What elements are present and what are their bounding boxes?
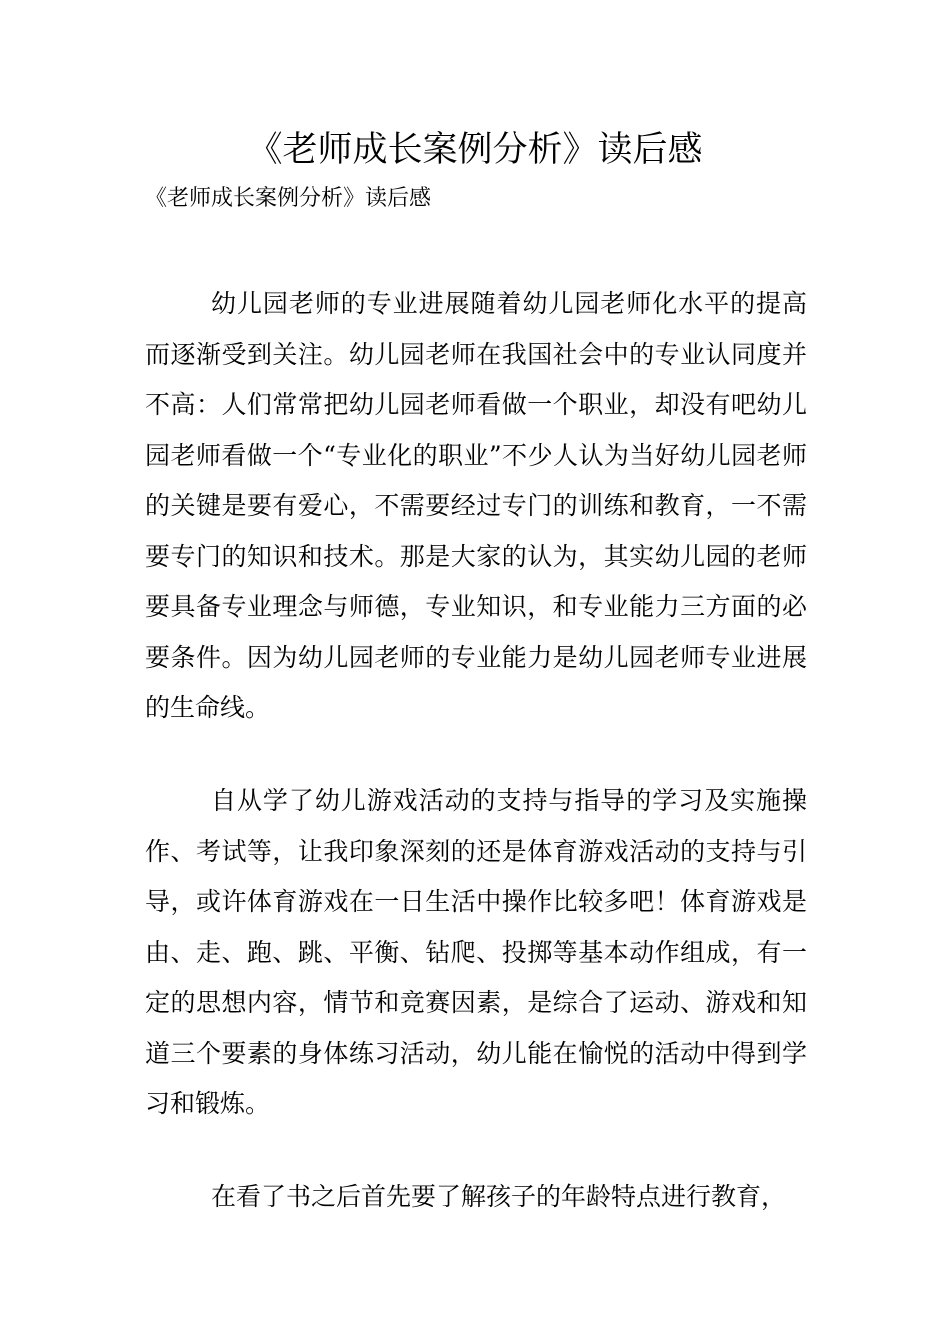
page-title: 《老师成长案例分析》读后感 [247,130,703,170]
paragraph-2: 自从学了幼儿游戏活动的支持与指导的学习及实施操作、考试等，让我印象深刻的还是体育游戏活动的支持与引导，或许体育游戏在一日生活中操作比较多吧！体育游戏是由、走、跑、跳、平衡、钻爬、投掷等基本动作组成，有一定的思想内容，情节和竞赛因素，是综合了运动、游戏和知道三个要素的身体练习活动，幼儿能在愉悦的活动中得到学习和锻炼。 [145,786,807,1118]
paragraph-1: 幼儿园老师的专业进展随着幼儿园老师化水平的提高而逐渐受到关注。幼儿园老师在我国社会中的专业认同度并不高：人们常常把幼儿园老师看做一个职业，却没有吧幼儿园老师看做一个“专业化的职业”不少人认为当好幼儿园老师的关键是要有爱心，不需要经过专门的训练和教育，一不需要专门的知识和技术。那是大家的认为，其实幼儿园的老师要具备专业理念与师德，专业知识，和专业能力三方面的必要条件。因为幼儿园老师的专业能力是幼儿园老师专业进展的生命线。 [145,289,807,722]
paragraph-3: 在看了书之后首先要了解孩子的年龄特点进行教育， [211,1182,787,1211]
page-subtitle: 《老师成长案例分析》读后感 [145,186,432,211]
